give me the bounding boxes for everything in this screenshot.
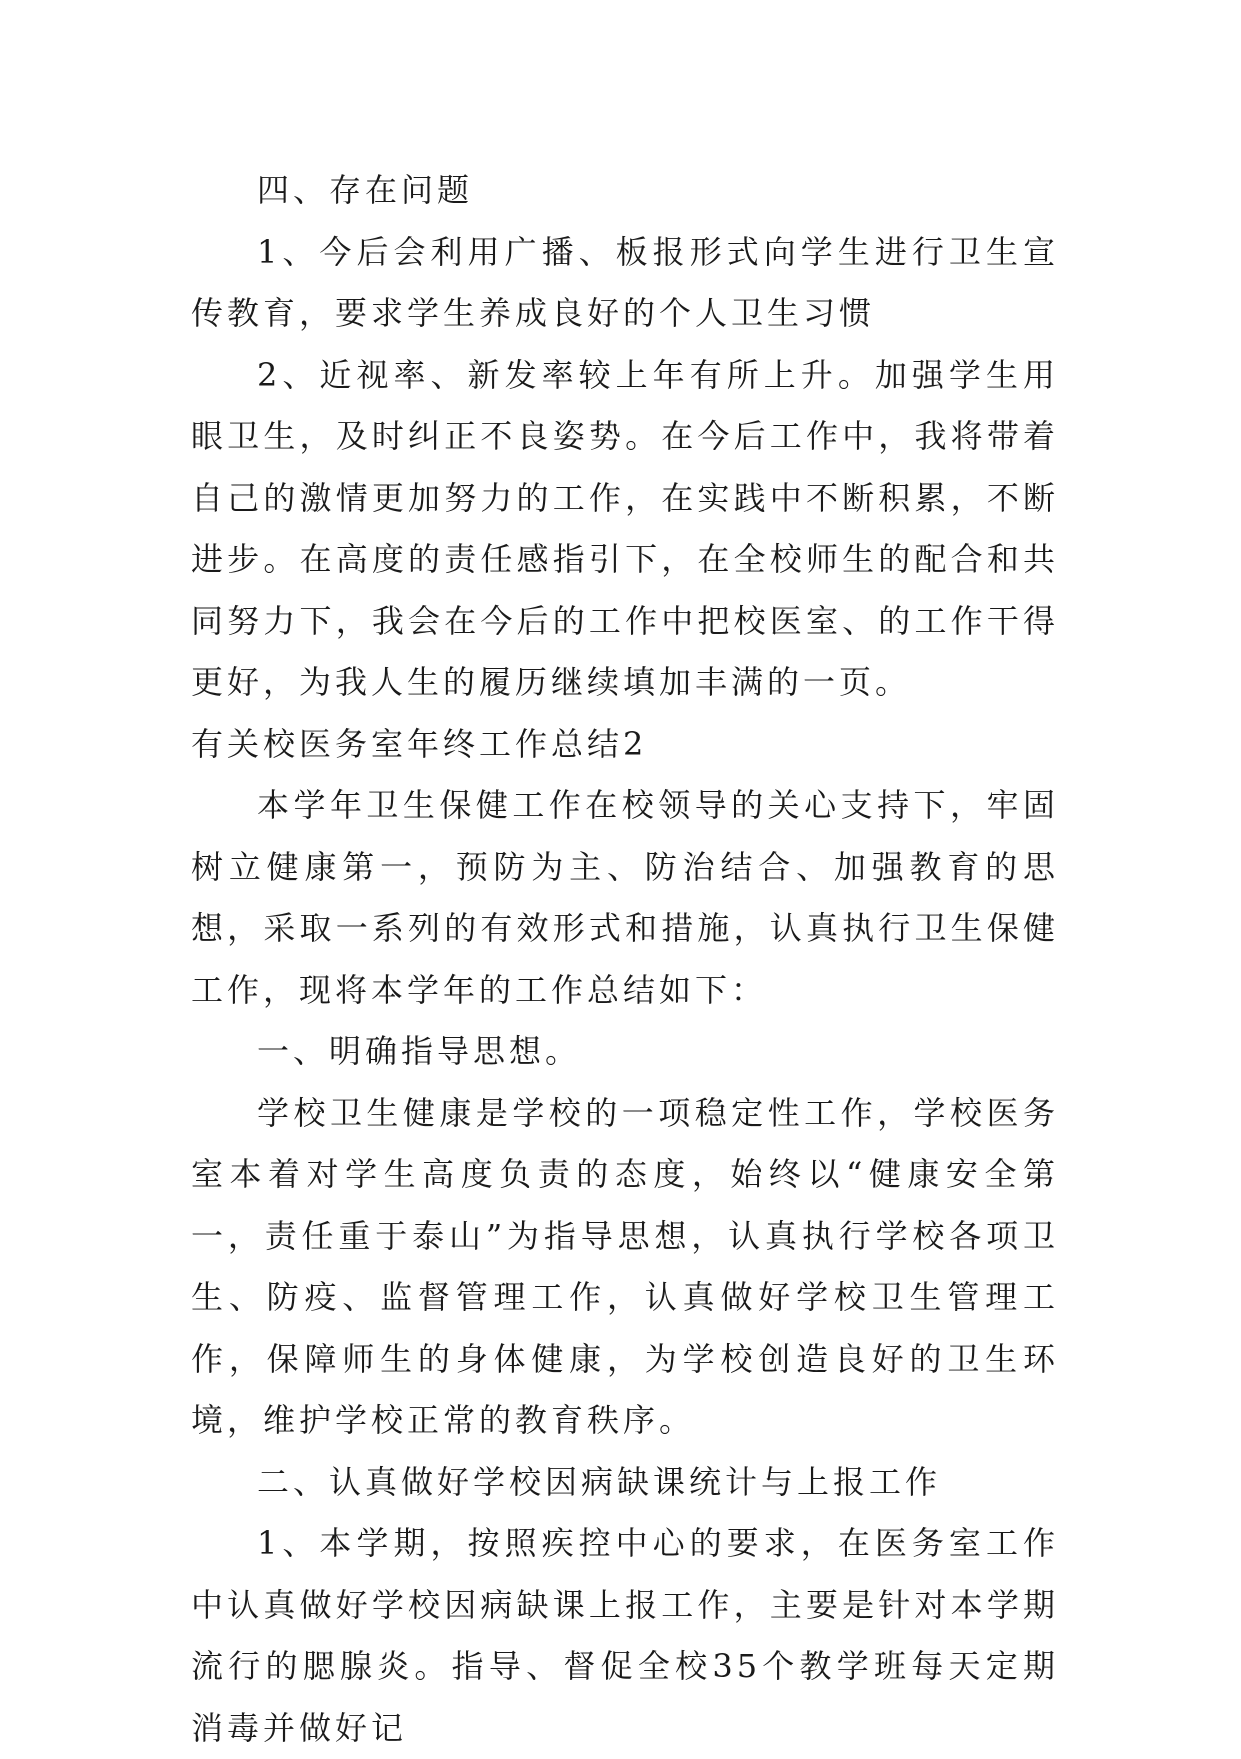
document-body [191, 160, 1059, 1759]
section-heading-absence-reporting: 二、认真做好学校因病缺课统计与上报工作 [257, 1462, 942, 1501]
section-heading-problems: 四、存在问题 [257, 171, 474, 209]
paragraph-item-1: 1、今后会利用广播、板报形式向学生进行卫生宣传教育，要求学生养成良好的个人卫生习惯 [191, 232, 1059, 332]
document-title-2: 有关校医务室年终工作总结2 [191, 724, 648, 763]
paragraph-item-2: 2、近视率、新发率较上年有所上升。加强学生用眼卫生，及时纠正不良姿势。在今后工作中，我将带着自己的激情更加努力的工作，在实践中不断积累，不断进步。在高度的责任感指引下，在全校师生的配合和共同努力下，我会在今后的工作中把校医室、的工作干得更好，为我人生的履历继续填加丰满的一页。 [191, 355, 1059, 701]
section-heading-guiding-thought: 一、明确指导思想。 [257, 1032, 582, 1070]
paragraph-intro: 本学年卫生保健工作在校领导的关心支持下，牢固树立健康第一，预防为主、防治结合、加强教育的思想，采取一系列的有效形式和措施，认真执行卫生保健工作，现将本学年的工作总结如下： [191, 786, 1059, 1009]
paragraph-absence-reporting-1: 1、本学期，按照疾控中心的要求，在医务室工作中认真做好学校因病缺课上报工作，主要是针对本学期流行的腮腺炎。指导、督促全校35个教学班每天定期消毒并做好记 [191, 1524, 1059, 1747]
paragraph-guiding-thought: 学校卫生健康是学校的一项稳定性工作，学校医务室本着对学生高度负责的态度，始终以“健康安全第一，责任重于泰山”为指导思想，认真执行学校各项卫生、防疫、监督管理工作，认真做好学校卫生管理工作，保障师生的身体健康，为学校创造良好的卫生环境，维护学校正常的教育秩序。 [191, 1093, 1059, 1439]
